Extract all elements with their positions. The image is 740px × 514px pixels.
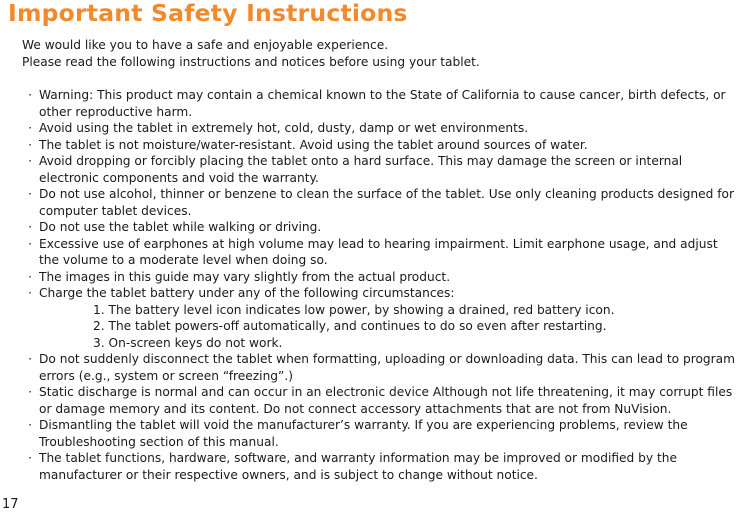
safety-item-text: Do not use the tablet while walking or driving. [39, 220, 322, 234]
safety-item [0, 384, 740, 417]
safety-item-text: Avoid dropping or forcibly placing the tablet onto a hard surface. This may damage the screen or internal electronic components and void the warranty. [39, 154, 683, 185]
safety-item [0, 153, 740, 186]
bullet-dot: · [28, 154, 32, 168]
bullet-dot: · [28, 451, 32, 465]
bullet-dot: · [28, 187, 32, 201]
bullet-dot: · [28, 121, 32, 135]
bullet-dot: · [28, 88, 32, 102]
charge-circumstance-item: 1. The battery level icon indicates low power, by showing a drained, red battery icon. [93, 302, 615, 317]
safety-item [0, 137, 740, 154]
charge-circumstances-list [39, 302, 738, 352]
safety-instructions-list [0, 87, 740, 483]
safety-item-text: Dismantling the tablet will void the manufacturer’s warranty. If you are experiencing problems, review the Troubleshooting section of this manual. [39, 418, 688, 449]
safety-item [0, 120, 740, 137]
intro-line: We would like you to have a safe and enjoyable experience. [22, 38, 389, 52]
safety-item [0, 219, 740, 236]
safety-item [0, 236, 740, 269]
safety-item-text: Excessive use of earphones at high volume may lead to hearing impairment. Limit earphone usage, and adjust the volume to a moderate level when doing so. [39, 236, 718, 267]
safety-item [0, 417, 740, 450]
safety-item-text: The images in this guide may vary slightly from the actual product. [39, 269, 451, 284]
safety-item-text: Do not suddenly disconnect the tablet when formatting, uploading or downloading data. This can lead to program errors (e.g., system or screen “freezing”.) [39, 352, 736, 383]
safety-item-text: Static discharge is normal and can occur in an electronic device Although not life threatening, it may corrupt files or damage memory and its content. Do not connect accessory attachments that are not from NuVision. [39, 385, 733, 416]
bullet-dot: · [28, 352, 32, 366]
safety-item-text: The tablet functions, hardware, software, and warranty information may be improved or modified by the manufacturer or their respective owners, and is subject to change without notice. [39, 451, 677, 482]
safety-item-text: Charge the tablet battery under any of the following circumstances: [39, 286, 455, 300]
page-title: Important Safety Instructions [8, 0, 408, 27]
page-number: 17 [2, 497, 19, 512]
bullet-dot: · [28, 236, 32, 251]
safety-item-text: Avoid using the tablet in extremely hot, cold, dusty, damp or wet environments. [39, 121, 529, 135]
safety-item-text: The tablet is not moisture/water-resistant. Avoid using the tablet around sources of water. [39, 137, 588, 152]
safety-item [0, 450, 740, 483]
bullet-dot: · [28, 220, 32, 234]
charge-circumstance-item: 3. On-screen keys do not work. [93, 335, 283, 350]
safety-item [0, 351, 740, 384]
safety-item [0, 285, 740, 351]
safety-item [0, 186, 740, 219]
charge-circumstance-item: 2. The tablet powers-off automatically, and continues to do so even after restarting. [93, 319, 607, 333]
bullet-dot: · [28, 137, 32, 152]
intro-paragraph [22, 37, 734, 70]
bullet-dot: · [28, 269, 32, 284]
safety-item [0, 269, 740, 286]
bullet-dot: · [28, 385, 32, 399]
intro-line: Please read the following instructions and notices before using your tablet. [22, 54, 480, 69]
safety-item [0, 87, 740, 120]
safety-item-text: Warning: This product may contain a chemical known to the State of California to cause cancer, birth defects, or other reproductive harm. [39, 88, 726, 119]
bullet-dot: · [28, 286, 32, 300]
safety-item-text: Do not use alcohol, thinner or benzene to clean the surface of the tablet. Use only cleaning products designed for computer tablet devices. [39, 187, 734, 218]
bullet-dot: · [28, 418, 32, 432]
